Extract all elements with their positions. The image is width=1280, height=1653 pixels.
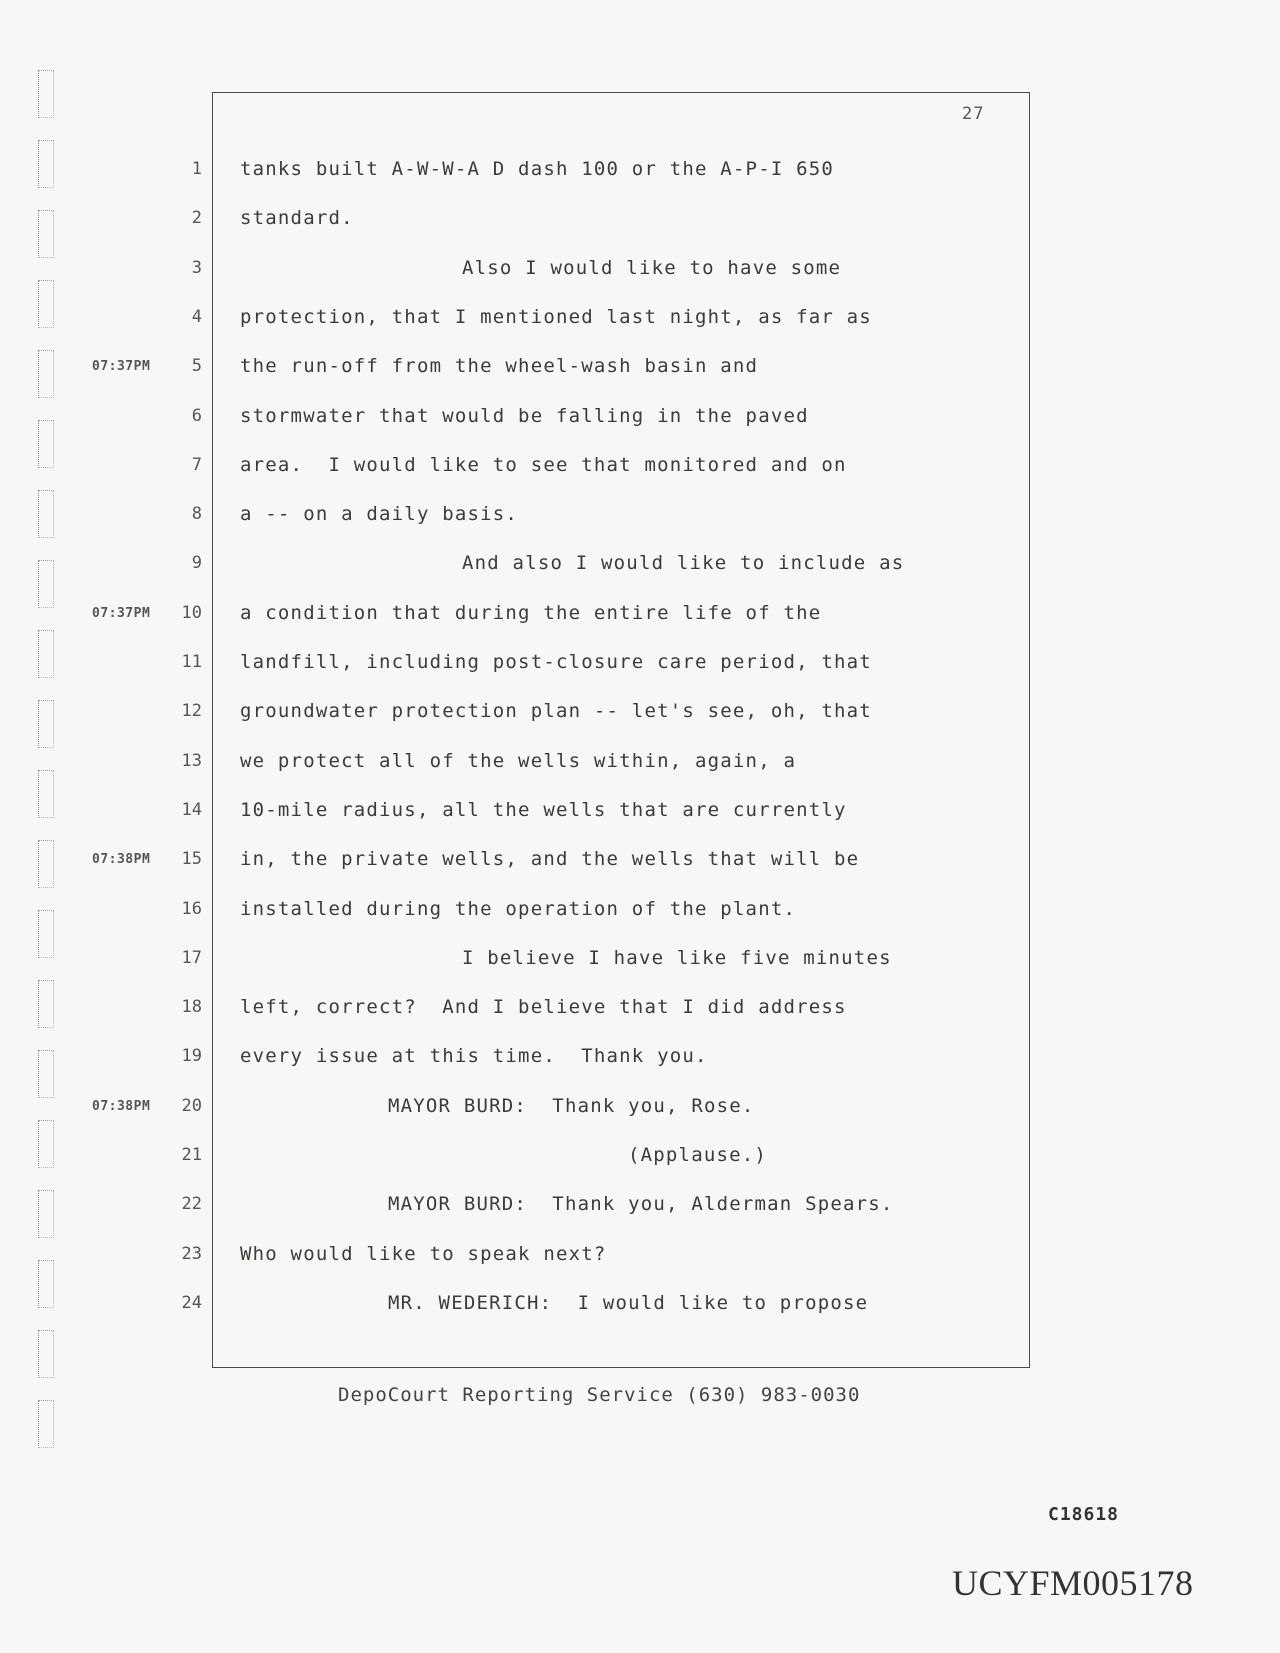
transcript-line	[0, 257, 1280, 287]
line-number: 13	[181, 750, 202, 771]
line-text: (Applause.)	[628, 1144, 768, 1166]
line-text: stormwater that would be falling in the paved	[240, 404, 809, 427]
transcript-line	[0, 1193, 1280, 1223]
transcript-line	[0, 848, 1280, 878]
line-number: 22	[181, 1194, 202, 1215]
transcript-line	[0, 700, 1280, 730]
line-number: 20	[181, 1095, 202, 1116]
transcript-line	[0, 1292, 1280, 1322]
transcript-line	[0, 355, 1280, 385]
transcript-line	[0, 1045, 1280, 1075]
bates-number: C18618	[1048, 1504, 1120, 1525]
line-number: 11	[181, 652, 202, 672]
transcript-line	[0, 405, 1280, 435]
transcript-line	[0, 898, 1280, 928]
reporter-footer: DepoCourt Reporting Service (630) 983-0030	[338, 1384, 861, 1406]
line-number: 8	[191, 504, 202, 525]
line-number: 12	[181, 701, 202, 722]
line-number: 24	[181, 1292, 202, 1313]
transcript-line	[0, 1095, 1280, 1125]
line-number: 1	[191, 159, 202, 179]
line-text: we protect all of the wells within, again, a	[240, 749, 797, 772]
line-text: landfill, including post-closure care period, that	[240, 651, 872, 673]
control-number: UCYFM005178	[952, 1563, 1194, 1603]
transcript-line	[0, 947, 1280, 977]
line-text: Also I would like to have some	[462, 256, 842, 279]
line-number: 17	[181, 947, 202, 968]
line-text: protection, that I mentioned last night, as far as	[240, 305, 872, 328]
line-text: MR. WEDERICH: I would like to propose	[388, 1291, 869, 1314]
line-number: 7	[191, 454, 202, 475]
timestamp: 07:37PM	[92, 359, 151, 375]
line-text: a -- on a daily basis.	[240, 503, 519, 526]
line-number: 5	[191, 356, 202, 377]
line-number: 19	[181, 1046, 202, 1067]
line-text: every issue at this time. Thank you.	[240, 1045, 708, 1068]
line-text: in, the private wells, and the wells that will be	[240, 848, 860, 871]
line-number: 21	[181, 1145, 202, 1165]
line-text: Who would like to speak next?	[240, 1242, 607, 1265]
line-text: MAYOR BURD: Thank you, Alderman Spears.	[388, 1193, 894, 1216]
line-number: 2	[191, 208, 202, 229]
line-text: the run-off from the wheel-wash basin and	[240, 355, 759, 378]
line-number: 6	[191, 405, 202, 426]
transcript-line	[0, 750, 1280, 780]
transcript-line	[0, 207, 1280, 237]
transcript-line	[0, 996, 1280, 1026]
page-number: 27	[962, 104, 985, 124]
line-text: area. I would like to see that monitored and on	[240, 453, 847, 476]
line-text: And also I would like to include as	[462, 552, 905, 575]
line-text: 10-mile radius, all the wells that are currently	[240, 798, 847, 821]
transcript-line	[0, 454, 1280, 484]
transcript-line	[0, 552, 1280, 582]
line-number: 9	[191, 553, 202, 574]
transcript-line	[0, 1243, 1280, 1273]
transcript-line	[0, 602, 1280, 632]
line-number: 15	[181, 849, 202, 870]
transcript-line	[0, 503, 1280, 533]
line-number: 18	[181, 997, 202, 1018]
line-text: groundwater protection plan -- let's see, oh, that	[240, 700, 872, 723]
line-number: 14	[181, 799, 202, 820]
line-text: left, correct? And I believe that I did address	[240, 996, 847, 1019]
line-number: 4	[191, 306, 202, 327]
timestamp: 07:37PM	[92, 605, 151, 621]
line-text: a condition that during the entire life of the	[240, 601, 822, 624]
line-text: MAYOR BURD: Thank you, Rose.	[388, 1094, 755, 1117]
transcript-line	[0, 651, 1280, 681]
transcript-line	[0, 158, 1280, 188]
timestamp: 07:38PM	[92, 852, 151, 868]
transcript-line	[0, 306, 1280, 336]
line-text: installed during the operation of the plant.	[240, 897, 797, 920]
timestamp: 07:38PM	[92, 1098, 151, 1114]
line-number: 3	[191, 257, 202, 278]
line-number: 16	[181, 898, 202, 919]
line-number: 10	[181, 602, 202, 623]
line-number: 23	[181, 1243, 202, 1264]
transcript-line	[0, 1144, 1280, 1174]
transcript-line	[0, 799, 1280, 829]
line-text: standard.	[240, 207, 354, 230]
line-text: tanks built A-W-W-A D dash 100 or the A-P-I 650	[240, 158, 835, 180]
line-text: I believe I have like five minutes	[462, 946, 892, 969]
